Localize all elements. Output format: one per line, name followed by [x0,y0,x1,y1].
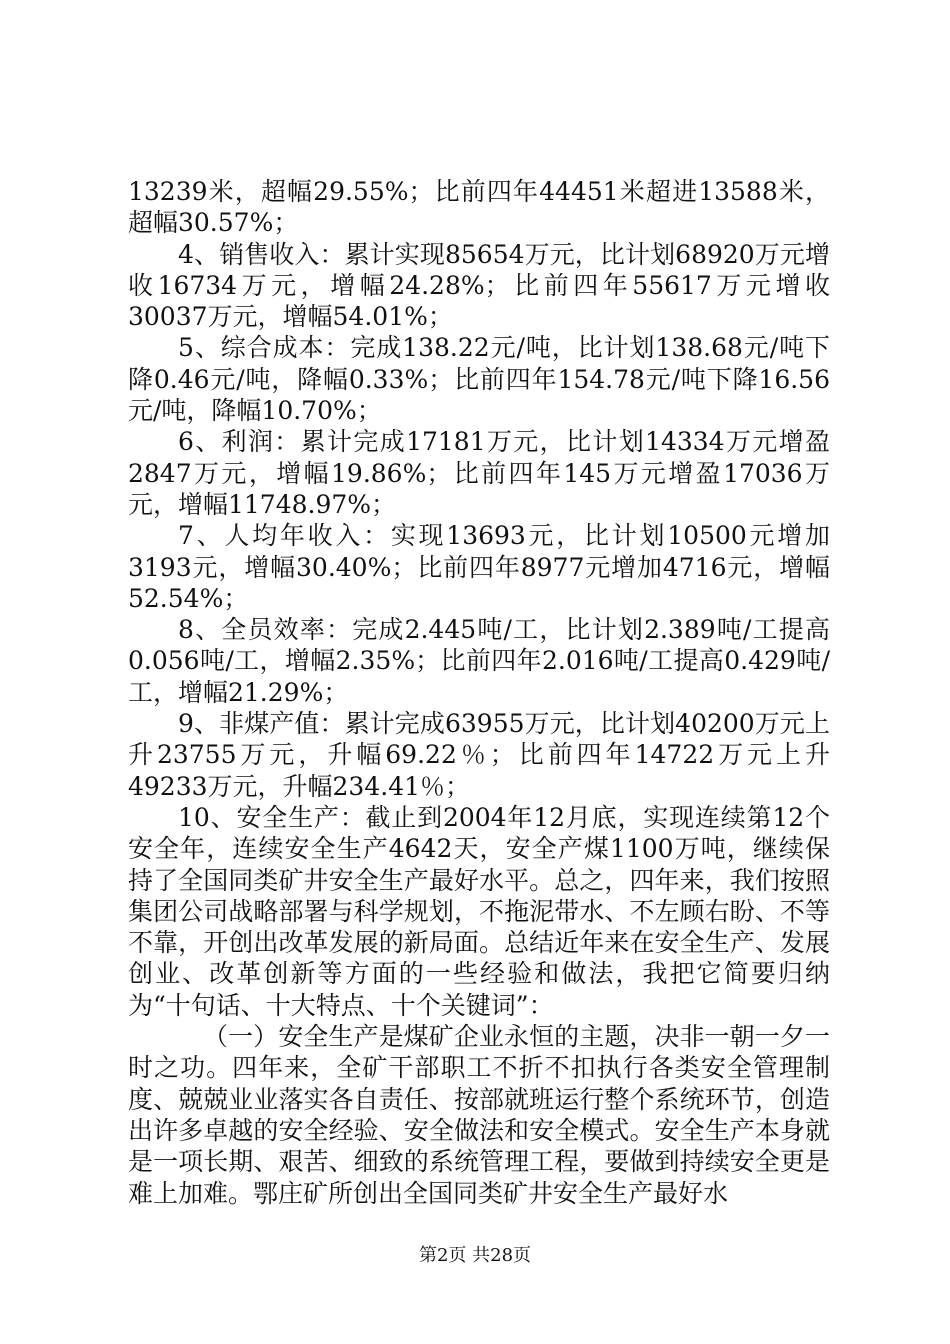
paragraph-continuation: 13239米，超幅29.55%；比前四年44451米超进13588米，超幅30.57%； [128,177,830,238]
paragraph-sales-revenue: 4、销售收入：累计实现85654万元，比计划68920万元增收16734万元，增幅24.28%；比前四年55617万元增收30037万元，增幅54.01%； [128,239,830,332]
paragraph-total-cost: 5、综合成本：完成138.22元/吨，比计划138.68元/吨下降0.46元/吨，降幅0.33%；比前四年154.78元/吨下降16.56元/吨，降幅10.70%； [128,333,830,426]
page-number-footer: 第2页 共28页 [418,1245,532,1266]
paragraph-profit: 6、利润：累计完成17181万元，比计划14334万元增盈2847万元，增幅19.86%；比前四年145万元增盈17036万元，增幅11748.97%； [128,427,830,519]
paragraph-safety-production: 10、安全生产：截止到2004年12月底，实现连续第12个安全年，连续安全生产4642天，安全产煤1100万吨，继续保持了全国同类矿井安全生产最好水平。总之，四年来，我们按照集团公司战略部署与科学规划，不拖泥带水、不左顾右盼、不等不靠，开创出改革发展的新局面。总结近年来在安全生产、发展创业、改革创新等方面的一些经验和做法，我把它简要归纳为“十句话、十大特点、十个关键词”： [128,802,830,1020]
paragraph-staff-efficiency: 8、全员效率：完成2.445吨/工，比计划2.389吨/工提高0.056吨/工，增幅2.35%；比前四年2.016吨/工提高0.429吨/工，增幅21.29%； [128,615,830,707]
paragraph-section-one: （一）安全生产是煤矿企业永恒的主题，决非一朝一夕一时之功。四年来，全矿干部职工不折不扣执行各类安全管理制度、兢兢业业落实各自责任、按部就班运行整个系统环节，创造出许多卓越的安全经验、安全做法和安全模式。安全生产本身就是一项长期、艰苦、细致的系统管理工程，要做到持续安全更是难上加难。鄂庄矿所创出全国同类矿井安全生产最好水 [128,1022,830,1208]
paragraph-per-capita-income: 7、人均年收入：实现13693元，比计划10500元增加3193元，增幅30.40%；比前四年8977元增加4716元，增幅52.54%； [128,521,830,613]
document-body [128,176,830,1209]
paragraph-non-coal-output: 9、非煤产值：累计完成63955万元，比计划40200万元上升23755万元，升幅69.22％；比前四年14722万元上升49233万元，升幅234.41％； [128,709,830,801]
